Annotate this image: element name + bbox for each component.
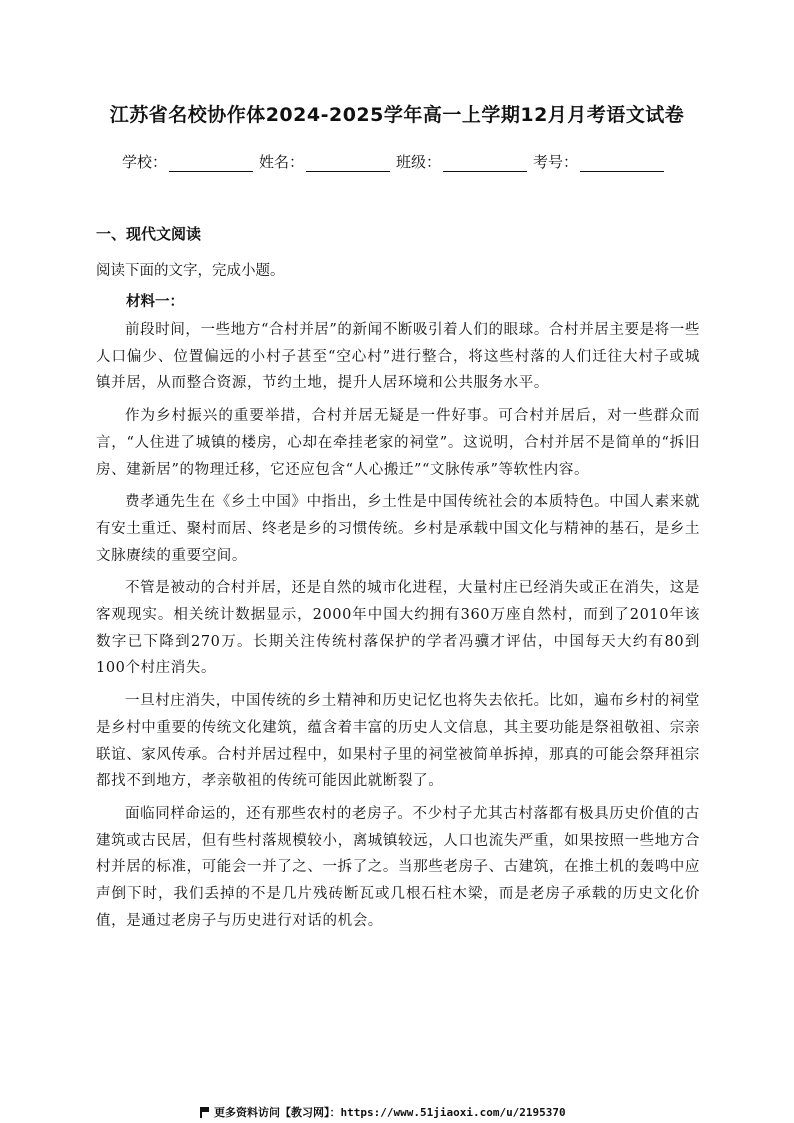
class-blank — [443, 155, 527, 172]
student-info-row — [122, 151, 682, 172]
paragraph: 费孝通先生在《乡土中国》中指出，乡土性是中国传统社会的本质特色。中国人素来就有安土重迁、聚村而居、终老是乡的习惯传统。乡村是承载中国文化与精神的基石，是乡土文脉赓续的重要空间。 — [96, 494, 700, 564]
paragraph: 不管是被动的合村并居，还是自然的城市化进程，大量村庄已经消失或正在消失，这是客观现实。相关统计数据显示，2000年中国大约拥有360万座自然村，而到了2010年该数字已下降到270万。长期关注传统村落保护的学者冯骥才评估，中国每天大约有80到100个村庄消失。 — [96, 580, 700, 677]
footer-link[interactable] — [200, 1104, 620, 1120]
school-field — [122, 151, 259, 172]
material-label: 材料一： — [126, 293, 184, 310]
page-title: 江苏省名校协作体2024-2025学年高一上学期12月月考语文试卷 — [109, 104, 685, 126]
number-field — [533, 151, 670, 172]
paragraph: 前段时间，一些地方“合村并居”的新闻不断吸引着人们的眼球。合村并居主要是将一些人口偏少、位置偏远的小村子甚至“空心村”进行整合，将这些村落的人们迁往大村子或城镇并居，从而整合资源，节约土地，提升人居环境和公共服务水平。 — [96, 322, 700, 392]
school-blank — [169, 155, 253, 172]
number-blank — [580, 155, 664, 172]
paragraph: 作为乡村振兴的重要举措，合村并居无疑是一件好事。可合村并居后，对一些群众而言，“人住进了城镇的楼房，心却在牵挂老家的祠堂”。这说明，合村并居不是简单的“拆旧房、建新居”的物理迁移，它还应包含“人心搬迁”“文脉传承”等软性内容。 — [96, 408, 700, 478]
class-label: 班级： — [396, 153, 442, 171]
paragraph: 一旦村庄消失，中国传统的乡土精神和历史记忆也将失去依托。比如，遍布乡村的祠堂是乡村中重要的传统文化建筑，蕴含着丰富的历史人文信息，其主要功能是祭祖敬祖、宗亲联谊、家风传承。合村并居过程中，如果村子里的祠堂被简单拆掉，那真的可能会祭拜祖宗都找不到地方，孝亲敬祖的传统可能因此就断裂了。 — [96, 693, 700, 790]
article-body — [96, 317, 700, 940]
flag-icon — [200, 1107, 210, 1118]
instruction-text: 阅读下面的文字，完成小题。 — [96, 263, 285, 279]
name-label: 姓名： — [259, 153, 305, 171]
class-field — [396, 151, 533, 172]
number-label: 考号： — [533, 153, 579, 171]
paragraph: 面临同样命运的，还有那些农村的老房子。不少村子尤其古村落都有极具历史价值的古建筑或古民居，但有些村落规模较小，离城镇较远，人口也流失严重，如果按照一些地方合村并居的标准，可能会一并了之、一拆了之。当那些老房子、古建筑，在推土机的轰鸣中应声倒下时，我们丢掉的不是几片残砖断瓦或几根石柱木梁，而是老房子承载的历史文化价值，是通过老房子与历史进行对话的机会。 — [96, 805, 700, 929]
school-label: 学校： — [122, 153, 168, 171]
name-field — [259, 151, 396, 172]
footer-text[interactable]: 更多资料访问【教习网】：https://www.51jiaoxi.com/u/2195370 — [214, 1106, 566, 1119]
section-heading: 一、现代文阅读 — [96, 225, 202, 243]
name-blank — [306, 155, 390, 172]
